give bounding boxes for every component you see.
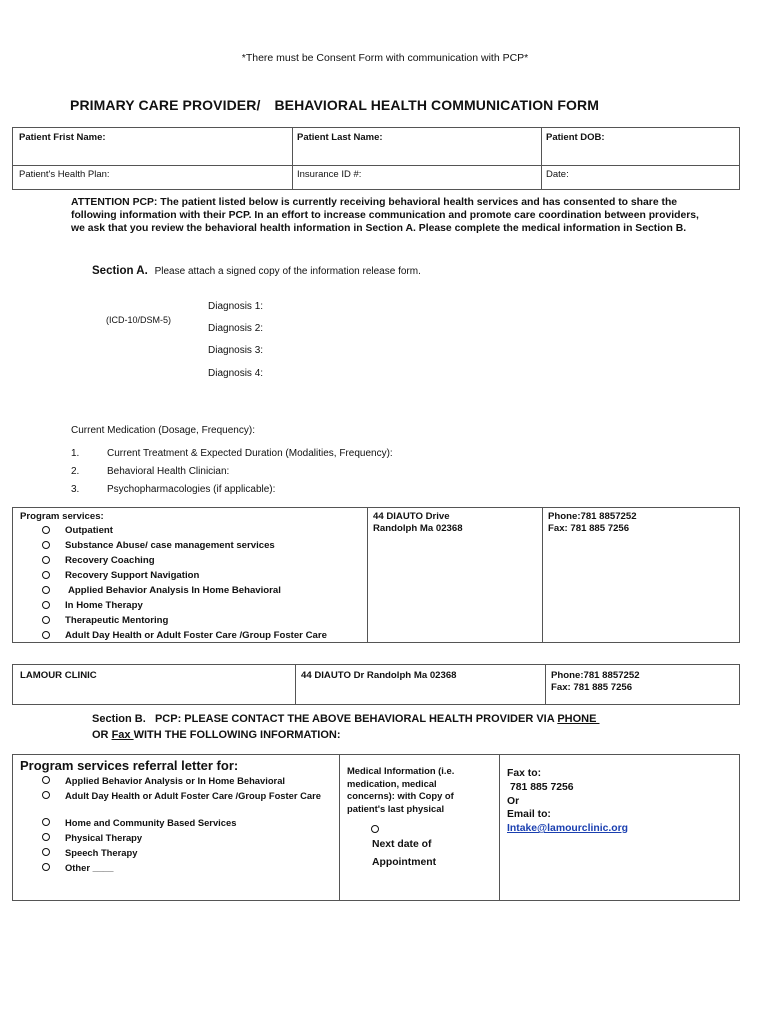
email-to-label: Email to:: [507, 809, 551, 820]
provider-address-line2: Randolph Ma 02368: [373, 523, 463, 534]
next-date-label-2: Appointment: [372, 857, 437, 868]
radio-outpatient[interactable]: [42, 526, 50, 534]
section-a-header: [92, 265, 421, 277]
radio-applied-behavior[interactable]: [42, 586, 50, 594]
patient-health-plan-field[interactable]: Patient's Health Plan:: [19, 169, 110, 180]
psychopharmacologies-field[interactable]: Psychopharmacologies (if applicable):: [107, 484, 276, 495]
clinic-name: LAMOUR CLINIC: [20, 670, 97, 681]
radio-referral-applied-behavior[interactable]: [42, 776, 50, 784]
referral-services-list: [42, 773, 322, 875]
form-title: [70, 97, 599, 113]
next-date-label-1: Next date of: [372, 839, 432, 850]
radio-referral-speech-therapy[interactable]: [42, 848, 50, 856]
section-a-instruction: Please attach a signed copy of the information release form.: [154, 266, 421, 277]
radio-referral-adult-day-health[interactable]: [42, 791, 50, 799]
medical-information-field[interactable]: Medical Information (i.e. medication, medical concerns): with Copy of patient's last physical: [347, 765, 455, 814]
list-item: Speech Therapy: [42, 845, 322, 860]
list-item: Recovery Coaching: [42, 553, 327, 568]
or-label: Or: [507, 796, 520, 807]
list-number: 1.: [71, 448, 80, 459]
title-right: BEHAVIORAL HEALTH COMMUNICATION FORM: [274, 97, 599, 113]
list-item: In Home Therapy: [42, 598, 327, 613]
section-a-heading: Section A.: [92, 265, 148, 277]
provider-address-line1: 44 DIAUTO Drive: [373, 511, 450, 522]
list-item: Substance Abuse/ case management services: [42, 538, 327, 553]
provider-phone: Phone:781 8857252: [548, 511, 637, 522]
patient-first-name-field[interactable]: Patient Frist Name:: [19, 132, 106, 143]
patient-info-table: [12, 127, 740, 190]
list-item: Physical Therapy: [42, 830, 322, 845]
diagnosis-2-field[interactable]: Diagnosis 2:: [208, 323, 264, 334]
list-number: 3.: [71, 484, 80, 495]
current-treatment-field[interactable]: Current Treatment & Expected Duration (Modalities, Frequency):: [107, 448, 393, 459]
list-number: 2.: [71, 466, 80, 477]
clinic-address: 44 DIAUTO Dr Randolph Ma 02368: [301, 670, 457, 681]
title-left: PRIMARY CARE PROVIDER/: [70, 97, 261, 113]
referral-heading: Program services referral letter for:: [20, 758, 239, 773]
list-item: Outpatient: [42, 523, 327, 538]
diagnosis-4-field[interactable]: Diagnosis 4:: [208, 368, 264, 379]
clinic-phone: Phone:781 8857252: [551, 670, 640, 681]
radio-recovery-coaching[interactable]: [42, 556, 50, 564]
section-b-heading: Section B. PCP: PLEASE CONTACT THE ABOVE BEHAVIORAL HEALTH PROVIDER VIA PHONE OR Fax WITH THE FOLLOWING INFORMATION:: [92, 713, 600, 741]
radio-next-appointment[interactable]: [371, 825, 379, 833]
radio-in-home-therapy[interactable]: [42, 601, 50, 609]
provider-fax: Fax: 781 885 7256: [548, 523, 630, 534]
radio-referral-home-community[interactable]: [42, 818, 50, 826]
fax-to-label: Fax to:: [507, 768, 542, 779]
radio-referral-other[interactable]: [42, 863, 50, 871]
diagnosis-3-field[interactable]: Diagnosis 3:: [208, 345, 264, 356]
clinic-box: [12, 664, 740, 705]
program-services-list: [42, 523, 327, 643]
patient-last-name-field[interactable]: Patient Last Name:: [297, 132, 383, 143]
radio-therapeutic-mentoring[interactable]: [42, 616, 50, 624]
insurance-id-field[interactable]: Insurance ID #:: [297, 169, 362, 180]
list-item: Other ____: [42, 860, 322, 875]
date-field[interactable]: Date:: [546, 169, 569, 180]
behavioral-health-clinician-field[interactable]: Behavioral Health Clinician:: [107, 466, 230, 477]
consent-note: *There must be Consent Form with communication with PCP*: [241, 52, 529, 64]
program-services-heading: Program services:: [20, 511, 104, 522]
patient-dob-field[interactable]: Patient DOB:: [546, 132, 605, 143]
radio-substance-abuse[interactable]: [42, 541, 50, 549]
diagnosis-1-field[interactable]: Diagnosis 1:: [208, 301, 264, 312]
list-item: Adult Day Health or Adult Foster Care /Group Foster Care: [42, 788, 322, 815]
radio-adult-day-health[interactable]: [42, 631, 50, 639]
list-item: Applied Behavior Analysis In Home Behavioral: [42, 583, 327, 598]
attention-paragraph: ATTENTION PCP: The patient listed below is currently receiving behavioral health services and has consented to share the following information with their PCP. In an effort to increase communication and promote care coordination between providers, we ask that you review the behavioral health information in Section A. Please complete the medical information in Section B.: [71, 197, 699, 235]
list-item: Adult Day Health or Adult Foster Care /Group Foster Care: [42, 628, 327, 643]
clinic-fax: Fax: 781 885 7256: [551, 682, 633, 693]
radio-recovery-support[interactable]: [42, 571, 50, 579]
list-item: Applied Behavior Analysis or In Home Behavioral: [42, 773, 322, 788]
list-item: Recovery Support Navigation: [42, 568, 327, 583]
list-item: Home and Community Based Services: [42, 815, 322, 830]
radio-referral-physical-therapy[interactable]: [42, 833, 50, 841]
icd-dsm-label: (ICD-10/DSM-5): [106, 315, 172, 325]
fax-number: 781 885 7256: [510, 782, 574, 793]
list-item: Therapeutic Mentoring: [42, 613, 327, 628]
intake-email-link[interactable]: Intake@lamourclinic.org: [507, 823, 628, 834]
current-medication-field[interactable]: Current Medication (Dosage, Frequency):: [71, 425, 255, 436]
